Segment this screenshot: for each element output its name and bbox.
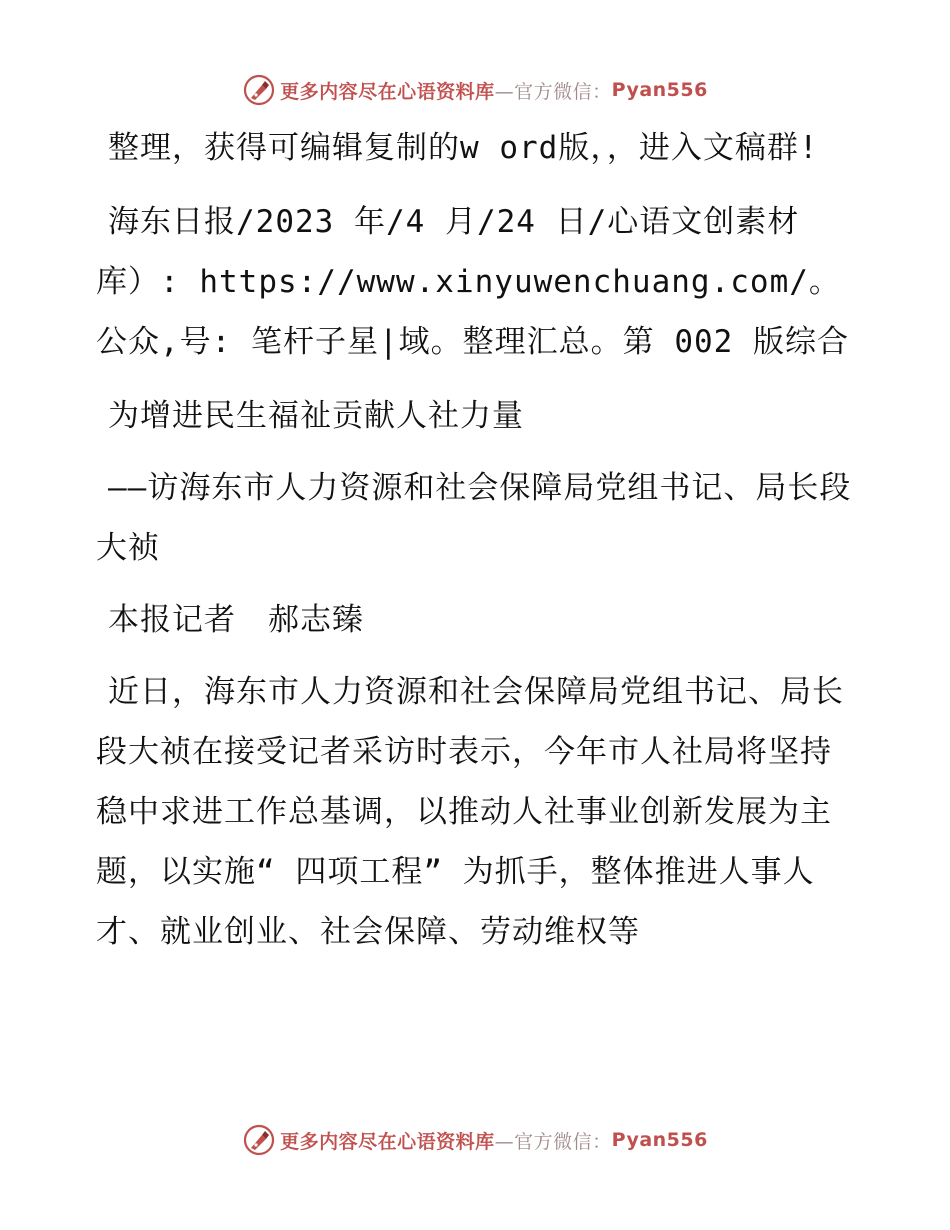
banner-site-text: 更多内容尽在心语资料库 xyxy=(280,80,495,103)
source-paragraph: 海东日报/2023 年/4 月/24 日/心语文创素材库）: https://www.xinyuwenchuang.com/。公众,号: 笔杆子星|域。整理汇总。第 002 版综合 xyxy=(96,204,849,360)
banner-wechat-label: —官方微信： xyxy=(494,1130,612,1153)
article-title: 为增进民生福祉贡献人社力量 xyxy=(108,398,524,434)
header-watermark-banner xyxy=(0,70,950,110)
pen-nib-logo-icon xyxy=(242,1123,276,1157)
article-byline: 本报记者 郝志臻 xyxy=(108,602,364,638)
banner-site-text: 更多内容尽在心语资料库 xyxy=(280,1130,495,1153)
article-body-paragraph: 近日，海东市人力资源和社会保障局党组书记、局长段大祯在接受记者采访时表示，今年市人社局将坚持稳中求进工作总基调，以推动人社事业创新发展为主题，以实施“ 四项工程” 为抓手，整体推进人事人才、就业创业、社会保障、劳动维权等 xyxy=(96,674,844,950)
document-body xyxy=(96,118,856,976)
footer-watermark-banner xyxy=(0,1120,950,1160)
article-subtitle: ——访海东市人力资源和社会保障局党组书记、局长段大祯 xyxy=(96,470,852,566)
banner-wechat-id: Pyan556 xyxy=(611,1129,708,1151)
banner-wechat-label: —官方微信： xyxy=(494,80,612,103)
banner-wechat-id: Pyan556 xyxy=(611,79,708,101)
pen-nib-logo-icon xyxy=(242,73,276,107)
intro-paragraph: 整理，获得可编辑复制的w ord版，，进入文稿群! xyxy=(108,130,819,166)
